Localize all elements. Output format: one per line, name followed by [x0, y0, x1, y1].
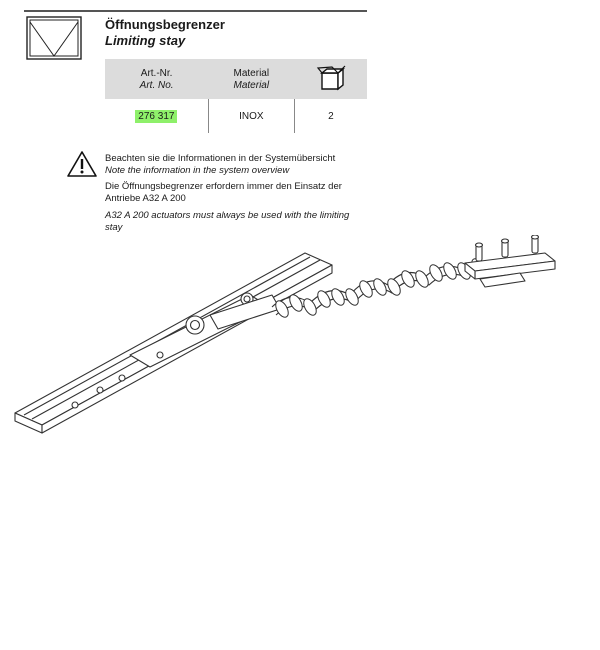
title-english: Limiting stay	[105, 33, 186, 48]
title-german: Öffnungsbegrenzer	[105, 17, 225, 32]
col-material-en: Material	[233, 79, 270, 91]
quantity-cell: 2	[294, 99, 367, 133]
article-number: 276 317	[135, 110, 177, 123]
material-cell: INOX	[208, 99, 294, 133]
article-number-cell	[105, 99, 208, 133]
col-header-article	[105, 59, 208, 99]
package-box-icon	[316, 65, 346, 91]
window-sash-icon	[26, 16, 82, 60]
limiting-stay-illustration	[10, 235, 570, 450]
note-actuator-de: Die Öffnungsbegrenzer erfordern immer den Einsatz der Antriebe A32 A 200	[105, 181, 342, 204]
col-article-de: Art.-Nr.	[140, 67, 173, 79]
col-material-de: Material	[233, 67, 270, 79]
table-row	[105, 99, 367, 133]
top-rule	[24, 10, 367, 12]
note-system-overview-de: Beachten sie die Informationen in der Systemübersicht	[105, 153, 336, 164]
spec-table	[105, 59, 367, 133]
note-system-overview-en: Note the information in the system overview	[105, 165, 290, 176]
note-actuator-en: A32 A 200 actuators must always be used with the limiting stay	[105, 210, 350, 233]
col-header-material	[208, 59, 294, 99]
col-article-en: Art. No.	[139, 79, 174, 91]
warning-icon	[66, 150, 98, 178]
col-header-quantity	[294, 59, 367, 99]
